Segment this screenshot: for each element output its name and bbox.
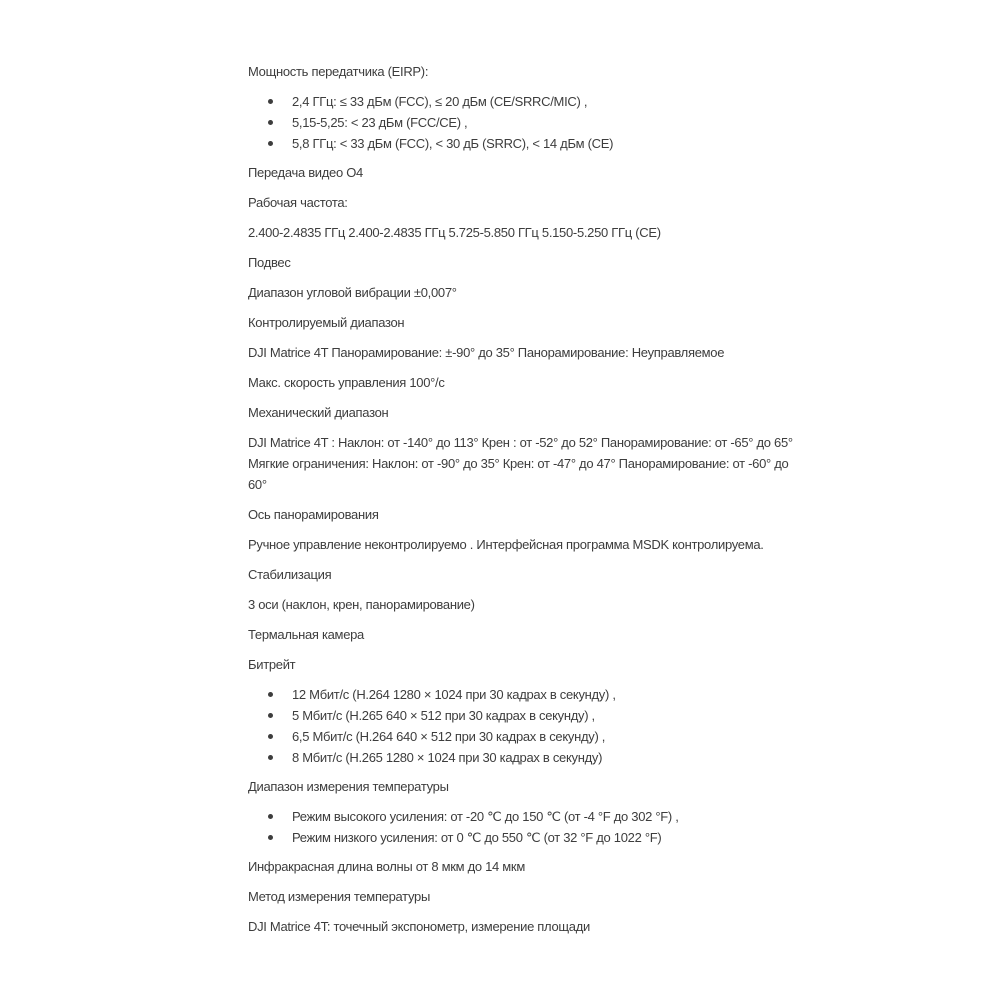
spec-paragraph: [248, 534, 800, 555]
spec-paragraph-line: 2.400-2.4835 ГГц 2.400-2.4835 ГГц 5.725-5.850 ГГц 5.150-5.250 ГГц (CE): [248, 225, 661, 240]
spec-list-item: 5,8 ГГц: < 33 дБм (FCC), < 30 дБ (SRRC), < 14 дБм (CE): [292, 133, 800, 154]
spec-paragraph: [248, 432, 800, 495]
spec-paragraph-line: Диапазон угловой вибрации ±0,007°: [248, 285, 457, 300]
spec-list-item: 6,5 Мбит/с (H.264 640 × 512 при 30 кадрах в секунду) ,: [292, 726, 800, 747]
spec-paragraph-line: Контролируемый диапазон: [248, 315, 405, 330]
spec-paragraph-line: Ручное управление неконтролируемо . Интерфейсная программа MSDK контролируема.: [248, 537, 764, 552]
spec-paragraph: [248, 402, 800, 423]
spec-paragraph-line: Рабочая частота:: [248, 195, 348, 210]
spec-paragraph-line: Мягкие ограничения: Наклон: от -90° до 35° Крен: от -47° до 47° Панорамирование: от -60° до 60°: [248, 456, 789, 492]
spec-paragraph-line: Макс. скорость управления 100°/с: [248, 375, 445, 390]
spec-paragraph-line: Метод измерения температуры: [248, 889, 431, 904]
spec-paragraph-line: Битрейт: [248, 657, 296, 672]
spec-paragraph-line: Передача видео O4: [248, 165, 363, 180]
spec-paragraph: [248, 282, 800, 303]
spec-bullet-list: [248, 684, 800, 768]
spec-paragraph: [248, 252, 800, 273]
spec-paragraph: [248, 776, 800, 797]
spec-list-item: 5 Мбит/с (H.265 640 × 512 при 30 кадрах в секунду) ,: [292, 705, 800, 726]
spec-bullet-list: [248, 91, 800, 154]
spec-paragraph: [248, 504, 800, 525]
spec-list-item: Режим низкого усиления: от 0 ℃ до 550 ℃ (от 32 °F до 1022 °F): [292, 827, 800, 848]
spec-paragraph: [248, 624, 800, 645]
spec-paragraph-line: 3 оси (наклон, крен, панорамирование): [248, 597, 475, 612]
spec-text-column: [248, 61, 800, 946]
spec-paragraph-line: Диапазон измерения температуры: [248, 779, 449, 794]
spec-paragraph: [248, 594, 800, 615]
spec-list-item: 8 Мбит/с (H.265 1280 × 1024 при 30 кадрах в секунду): [292, 747, 800, 768]
spec-paragraph-line: Инфракрасная длина волны от 8 мкм до 14 мкм: [248, 859, 525, 874]
spec-paragraph: [248, 916, 800, 937]
spec-paragraph-line: Подвес: [248, 255, 291, 270]
spec-list-item: 5,15-5,25: < 23 дБм (FCC/CE) ,: [292, 112, 800, 133]
spec-paragraph: [248, 61, 800, 82]
spec-paragraph: [248, 886, 800, 907]
spec-paragraph: [248, 162, 800, 183]
spec-paragraph: [248, 564, 800, 585]
spec-paragraph-line: DJI Matrice 4T : Наклон: от -140° до 113° Крен : от -52° до 52° Панорамирование: от -65° до 65°: [248, 435, 793, 450]
spec-paragraph-line: Стабилизация: [248, 567, 332, 582]
spec-list-item: 12 Мбит/с (H.264 1280 × 1024 при 30 кадрах в секунду) ,: [292, 684, 800, 705]
spec-paragraph-line: Механический диапазон: [248, 405, 389, 420]
spec-paragraph-line: Ось панорамирования: [248, 507, 379, 522]
spec-list-item: 2,4 ГГц: ≤ 33 дБм (FCC), ≤ 20 дБм (CE/SRRC/MIC) ,: [292, 91, 800, 112]
spec-bullet-list: [248, 806, 800, 848]
spec-paragraph: [248, 856, 800, 877]
spec-paragraph-line: DJI Matrice 4T Панорамирование: ±-90° до 35° Панорамирование: Неуправляемое: [248, 345, 725, 360]
spec-paragraph-line: Мощность передатчика (EIRP):: [248, 64, 429, 79]
spec-paragraph: [248, 222, 800, 243]
spec-paragraph-line: DJI Matrice 4T: точечный экспонометр, измерение площади: [248, 919, 590, 934]
spec-paragraph-line: Термальная камера: [248, 627, 364, 642]
spec-paragraph: [248, 312, 800, 333]
spec-paragraph: [248, 192, 800, 213]
spec-paragraph: [248, 372, 800, 393]
spec-paragraph: [248, 342, 800, 363]
spec-list-item: Режим высокого усиления: от -20 ℃ до 150 ℃ (от -4 °F до 302 °F) ,: [292, 806, 800, 827]
spec-paragraph: [248, 654, 800, 675]
